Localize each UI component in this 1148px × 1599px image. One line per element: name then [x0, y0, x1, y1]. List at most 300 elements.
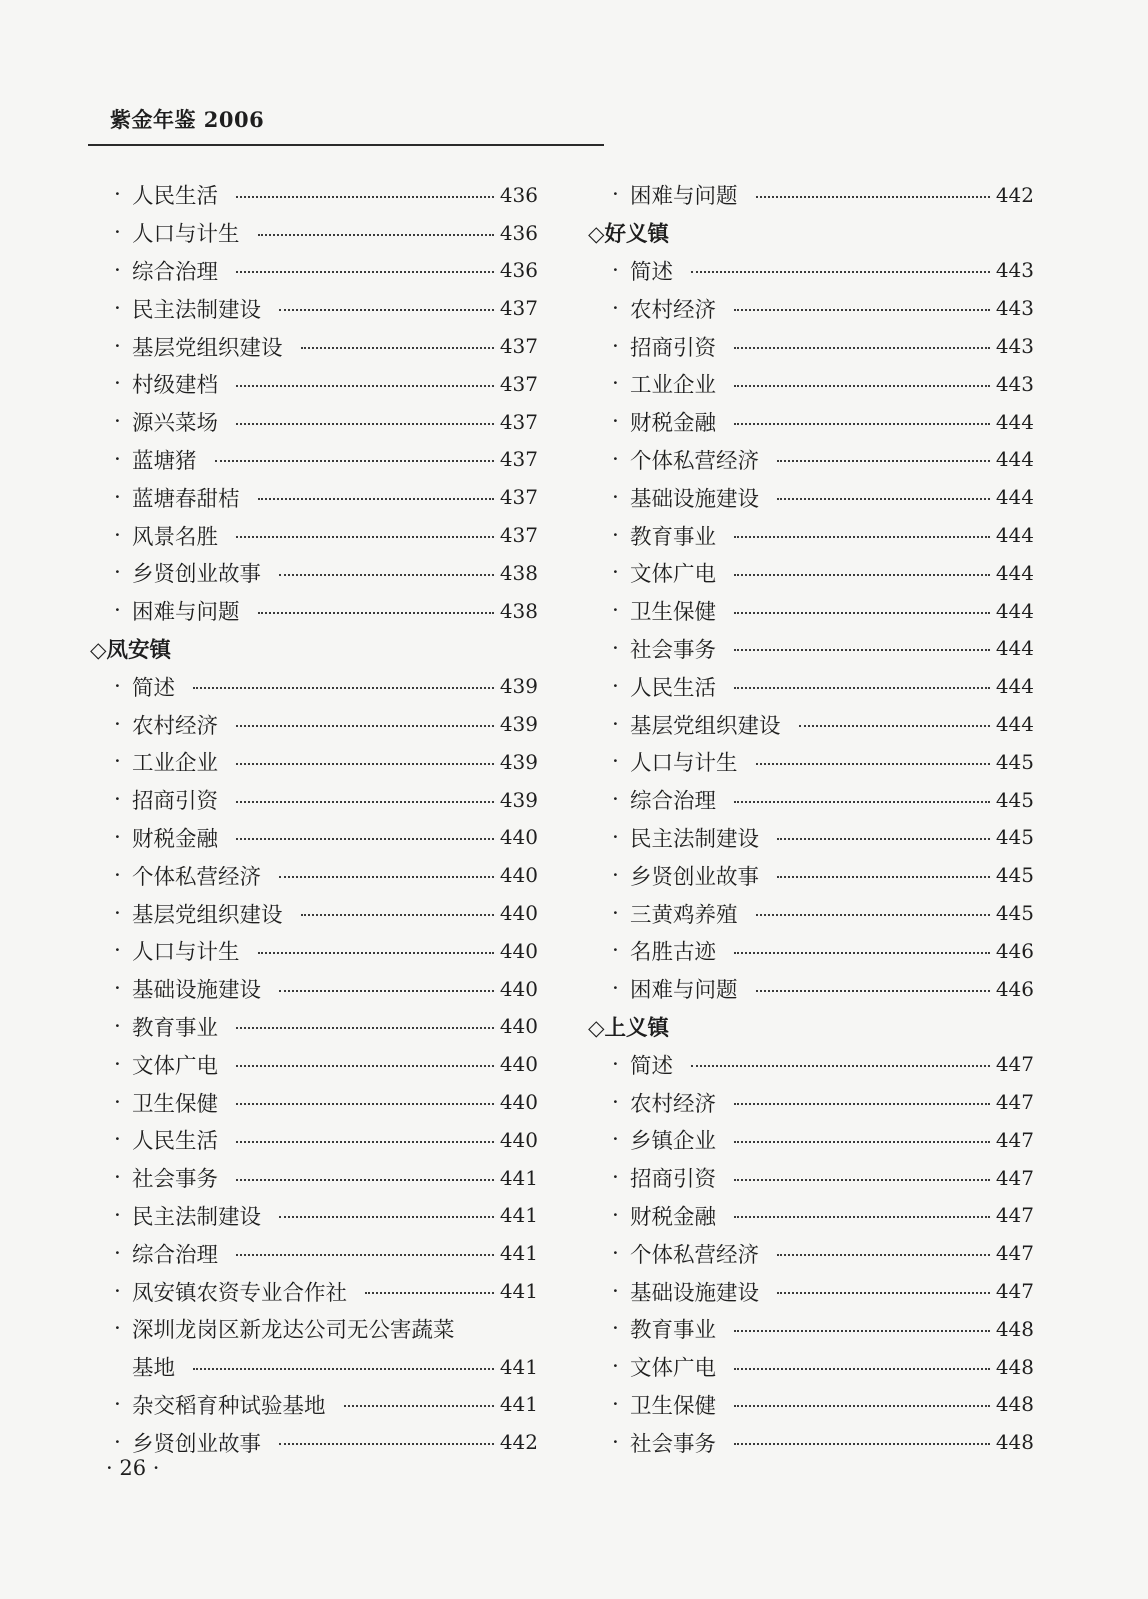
entry-title: 深圳龙岗区新龙达公司无公害蔬菜 — [132, 1318, 455, 1344]
toc-entry[interactable] — [90, 252, 538, 290]
toc-entry[interactable] — [588, 819, 1034, 857]
dot-leader — [734, 1103, 990, 1105]
toc-entry[interactable] — [90, 365, 538, 403]
bullet-dot: · — [114, 598, 121, 624]
bullet-dot: · — [114, 787, 121, 813]
entry-title: 蓝塘春甜桔 — [132, 486, 240, 512]
toc-entry[interactable] — [588, 1423, 1034, 1461]
dot-leader — [279, 309, 494, 311]
entry-page-number: 448 — [995, 1354, 1034, 1379]
toc-entry[interactable] — [588, 176, 1034, 214]
dot-leader — [236, 801, 494, 803]
bullet-dot: · — [114, 1165, 121, 1191]
entry-page-number: 437 — [499, 334, 538, 359]
dot-leader — [301, 347, 494, 349]
bullet-dot: · — [612, 787, 619, 813]
toc-entry[interactable] — [90, 1083, 538, 1121]
bullet-dot: · — [114, 257, 121, 283]
bullet-dot: · — [612, 446, 619, 472]
entry-title: 困难与问题 — [630, 184, 738, 210]
toc-entry[interactable] — [90, 1045, 538, 1083]
entry-title: 农村经济 — [630, 297, 717, 323]
dot-leader — [777, 1292, 990, 1294]
entry-page-number: 446 — [995, 976, 1034, 1001]
dot-leader — [734, 687, 990, 689]
entry-page-number: 437 — [499, 409, 538, 434]
bullet-dot: · — [114, 900, 121, 926]
toc-entry[interactable] — [90, 1272, 538, 1310]
bullet-dot: · — [114, 1202, 121, 1228]
toc-entry[interactable] — [588, 516, 1034, 554]
toc-entry[interactable] — [90, 441, 538, 479]
toc-entry[interactable] — [90, 819, 538, 857]
bullet-dot: · — [612, 333, 619, 359]
bullet-dot: · — [612, 522, 619, 548]
toc-entry[interactable] — [90, 214, 538, 252]
bullet-dot: · — [114, 1089, 121, 1115]
entry-page-number: 441 — [499, 1241, 538, 1266]
entry-title: 基层党组织建设 — [132, 902, 283, 928]
toc-entry[interactable] — [588, 1045, 1034, 1083]
toc-entry[interactable] — [90, 667, 538, 705]
bullet-dot: · — [114, 1013, 121, 1039]
entry-title: 社会事务 — [132, 1167, 219, 1193]
bullet-dot: · — [114, 446, 121, 472]
toc-entry[interactable] — [588, 592, 1034, 630]
toc-entry[interactable] — [588, 1159, 1034, 1197]
toc-entry[interactable] — [588, 1121, 1034, 1159]
toc-entry[interactable] — [588, 252, 1034, 290]
entry-title: 教育事业 — [630, 1318, 717, 1344]
entry-page-number: 445 — [995, 825, 1034, 850]
entry-page-number: 446 — [995, 938, 1034, 963]
bullet-dot: · — [114, 824, 121, 850]
toc-entry[interactable] — [90, 478, 538, 516]
entry-page-number: 439 — [499, 749, 538, 774]
dot-leader — [777, 460, 990, 462]
dot-leader — [236, 763, 494, 765]
toc-entry[interactable] — [90, 327, 538, 365]
entry-title: 财税金融 — [630, 1204, 717, 1230]
entry-title: 人民生活 — [630, 675, 717, 701]
toc-entry[interactable] — [588, 1348, 1034, 1386]
bullet-dot: · — [114, 1391, 121, 1417]
dot-leader — [777, 876, 990, 878]
entry-page-number: 437 — [499, 371, 538, 396]
toc-entry[interactable] — [90, 781, 538, 819]
entry-title: 个体私营经济 — [630, 1242, 760, 1268]
dot-leader — [236, 536, 494, 538]
toc-entry[interactable] — [588, 1310, 1034, 1348]
entry-page-number: 445 — [995, 787, 1034, 812]
dot-leader — [756, 196, 990, 198]
toc-entry[interactable] — [588, 289, 1034, 327]
bullet-dot: · — [612, 1089, 619, 1115]
entry-page-number: 441 — [499, 1165, 538, 1190]
entry-title: 综合治理 — [132, 259, 219, 285]
entry-page-number: 440 — [499, 863, 538, 888]
toc-entry[interactable] — [588, 781, 1034, 819]
toc-entry[interactable] — [90, 1310, 538, 1348]
dot-leader — [756, 990, 990, 992]
entry-page-number: 440 — [499, 1127, 538, 1152]
bullet-dot: · — [612, 1240, 619, 1266]
entry-title: 财税金融 — [630, 411, 717, 437]
dot-leader — [734, 801, 990, 803]
toc-entry[interactable] — [588, 856, 1034, 894]
entry-title: 文体广电 — [132, 1053, 219, 1079]
bullet-dot: · — [612, 900, 619, 926]
toc-entry[interactable] — [588, 970, 1034, 1008]
entry-title: 教育事业 — [630, 524, 717, 550]
bullet-dot: · — [612, 1316, 619, 1342]
entry-page-number: 448 — [995, 1316, 1034, 1341]
entry-page-number: 443 — [995, 258, 1034, 283]
dot-leader — [236, 423, 494, 425]
entry-title: 工业企业 — [132, 751, 219, 777]
bullet-dot: · — [612, 484, 619, 510]
dot-leader — [365, 1292, 494, 1294]
dot-leader — [236, 1141, 494, 1143]
dot-leader — [236, 271, 494, 273]
toc-entry[interactable] — [90, 1159, 538, 1197]
entry-page-number: 444 — [995, 712, 1034, 737]
entry-page-number: 438 — [499, 560, 538, 585]
toc-entry[interactable] — [588, 403, 1034, 441]
dot-leader — [777, 838, 990, 840]
bullet-dot: · — [114, 1240, 121, 1266]
entry-title: 综合治理 — [132, 1242, 219, 1268]
dot-leader — [734, 423, 990, 425]
bullet-dot: · — [612, 598, 619, 624]
bullet-dot: · — [114, 522, 121, 548]
bullet-dot: · — [114, 1316, 121, 1342]
bullet-dot: · — [114, 1051, 121, 1077]
dot-leader — [301, 914, 494, 916]
entry-page-number: 440 — [499, 1052, 538, 1077]
bullet-dot: · — [114, 976, 121, 1002]
toc-entry[interactable] — [90, 176, 538, 214]
dot-leader — [344, 1405, 494, 1407]
dot-leader — [258, 234, 494, 236]
entry-page-number: 447 — [995, 1127, 1034, 1152]
entry-title: 困难与问题 — [630, 978, 738, 1004]
entry-title: 农村经济 — [132, 713, 219, 739]
entry-page-number: 447 — [995, 1203, 1034, 1228]
dot-leader — [236, 1179, 494, 1181]
entry-page-number: 436 — [499, 182, 538, 207]
bullet-dot: · — [612, 938, 619, 964]
bullet-dot: · — [612, 1429, 619, 1455]
toc-entry[interactable] — [588, 1386, 1034, 1424]
toc-entry[interactable] — [588, 441, 1034, 479]
dot-leader — [734, 1141, 990, 1143]
bullet-dot: · — [612, 976, 619, 1002]
entry-page-number: 436 — [499, 220, 538, 245]
toc-entry[interactable] — [588, 667, 1034, 705]
entry-page-number: 444 — [995, 409, 1034, 434]
entry-title: 基地 — [132, 1356, 176, 1382]
dot-leader — [777, 498, 990, 500]
toc-entry[interactable] — [90, 592, 538, 630]
entry-title: 乡贤创业故事 — [630, 864, 760, 890]
entry-page-number: 447 — [995, 1241, 1034, 1266]
entry-title: 社会事务 — [630, 1431, 717, 1457]
entry-page-number: 441 — [499, 1279, 538, 1303]
entry-page-number: 445 — [995, 901, 1034, 926]
section-title: ◇上义镇 — [588, 1015, 670, 1041]
toc-entry[interactable] — [90, 856, 538, 894]
toc-entry[interactable] — [588, 554, 1034, 592]
entry-title: 凤安镇农资专业合作社 — [132, 1280, 348, 1306]
dot-leader — [799, 725, 990, 727]
bullet-dot: · — [612, 862, 619, 888]
dot-leader — [236, 725, 494, 727]
entry-page-number: 445 — [995, 749, 1034, 774]
entry-page-number: 444 — [995, 485, 1034, 510]
toc-entry[interactable] — [588, 1083, 1034, 1121]
entry-title: 人口与计生 — [132, 222, 240, 248]
entry-page-number: 448 — [995, 1392, 1034, 1417]
toc-entry[interactable] — [90, 1348, 538, 1386]
dot-leader — [236, 1254, 494, 1256]
dot-leader — [691, 271, 990, 273]
entry-title: 基层党组织建设 — [132, 335, 283, 361]
running-header: 紫金年鉴 2006 — [110, 107, 265, 132]
dot-leader — [734, 574, 990, 576]
bullet-dot: · — [114, 1278, 121, 1304]
dot-leader — [734, 612, 990, 614]
entry-title: 基础设施建设 — [132, 978, 262, 1004]
dot-leader — [756, 763, 990, 765]
entry-page-number: 439 — [499, 787, 538, 812]
dot-leader — [236, 385, 494, 387]
bullet-dot: · — [612, 711, 619, 737]
toc-entry[interactable] — [90, 705, 538, 743]
entry-page-number: 440 — [499, 825, 538, 850]
bullet-dot: · — [612, 1165, 619, 1191]
entry-page-number: 437 — [499, 447, 538, 472]
toc-entry[interactable] — [90, 970, 538, 1008]
entry-title: 基层党组织建设 — [630, 713, 781, 739]
entry-page-number: 444 — [995, 598, 1034, 623]
toc-entry[interactable] — [588, 1272, 1034, 1310]
entry-title: 基础设施建设 — [630, 1280, 760, 1306]
dot-leader — [734, 385, 990, 387]
entry-title: 文体广电 — [630, 562, 717, 588]
entry-title: 乡贤创业故事 — [132, 562, 262, 588]
toc-entry[interactable] — [90, 1234, 538, 1272]
toc-entry[interactable] — [588, 932, 1034, 970]
entry-page-number: 441 — [499, 1392, 538, 1417]
bullet-dot: · — [612, 409, 619, 435]
dot-leader — [193, 687, 494, 689]
bullet-dot: · — [612, 560, 619, 586]
entry-title: 社会事务 — [630, 637, 717, 663]
entry-page-number: 447 — [995, 1165, 1034, 1190]
entry-title: 个体私营经济 — [630, 448, 760, 474]
entry-page-number: 439 — [499, 712, 538, 737]
entry-page-number: 437 — [499, 296, 538, 321]
entry-title: 杂交稻育种试验基地 — [132, 1393, 326, 1419]
entry-page-number: 443 — [995, 296, 1034, 321]
toc-entry[interactable] — [588, 743, 1034, 781]
bullet-dot: · — [114, 1127, 121, 1153]
bullet-dot: · — [612, 1051, 619, 1077]
dot-leader — [258, 498, 494, 500]
entry-title: 财税金融 — [132, 826, 219, 852]
entry-title: 卫生保健 — [132, 1091, 219, 1117]
entry-title: 招商引资 — [630, 335, 717, 361]
dot-leader — [279, 1443, 494, 1445]
toc-entry[interactable] — [588, 705, 1034, 743]
entry-title: 简述 — [630, 259, 674, 285]
bullet-dot: · — [612, 257, 619, 283]
dot-leader — [734, 347, 990, 349]
entry-page-number: 437 — [499, 485, 538, 510]
entry-title: 蓝塘猪 — [132, 448, 197, 474]
dot-leader — [236, 1065, 494, 1067]
entry-title: 乡贤创业故事 — [132, 1431, 262, 1457]
entry-title: 人民生活 — [132, 1129, 219, 1155]
entry-title: 乡镇企业 — [630, 1129, 717, 1155]
entry-title: 卫生保健 — [630, 600, 717, 626]
toc-entry[interactable] — [588, 365, 1034, 403]
entry-page-number: 445 — [995, 863, 1034, 888]
toc-entry[interactable] — [90, 894, 538, 932]
toc-entry[interactable] — [90, 403, 538, 441]
toc-entry[interactable] — [90, 1197, 538, 1235]
dot-leader — [734, 536, 990, 538]
page-number: · 26 · — [106, 1456, 160, 1480]
entry-title: 个体私营经济 — [132, 864, 262, 890]
bullet-dot: · — [612, 1278, 619, 1304]
entry-page-number: 448 — [995, 1430, 1034, 1455]
dot-leader — [279, 990, 494, 992]
toc-entry[interactable] — [588, 630, 1034, 668]
toc-section-heading — [90, 630, 538, 668]
entry-title: 卫生保健 — [630, 1393, 717, 1419]
bullet-dot: · — [114, 938, 121, 964]
toc-entry[interactable] — [90, 1386, 538, 1424]
entry-page-number: 437 — [499, 523, 538, 548]
entry-page-number: 438 — [499, 598, 538, 623]
toc-section-heading — [588, 214, 1034, 252]
entry-title: 农村经济 — [630, 1091, 717, 1117]
dot-leader — [777, 1254, 990, 1256]
bullet-dot: · — [114, 295, 121, 321]
dot-leader — [734, 309, 990, 311]
toc-left-column — [90, 176, 538, 1461]
entry-page-number: 440 — [499, 976, 538, 1001]
bullet-dot: · — [114, 673, 121, 699]
dot-leader — [279, 1216, 494, 1218]
dot-leader — [734, 1368, 990, 1370]
entry-title: 教育事业 — [132, 1015, 219, 1041]
entry-page-number: 444 — [995, 560, 1034, 585]
bullet-dot: · — [114, 409, 121, 435]
section-title: ◇好义镇 — [588, 222, 670, 248]
dot-leader — [236, 1027, 494, 1029]
entry-title: 民主法制建设 — [132, 1204, 262, 1230]
toc-entry[interactable] — [90, 289, 538, 327]
header-rule — [88, 144, 604, 146]
toc-entry[interactable] — [90, 932, 538, 970]
dot-leader — [279, 876, 494, 878]
bullet-dot: · — [612, 1354, 619, 1380]
entry-page-number: 447 — [995, 1279, 1034, 1303]
bullet-dot: · — [114, 333, 121, 359]
toc-entry[interactable] — [588, 1197, 1034, 1235]
entry-page-number: 440 — [499, 938, 538, 963]
dot-leader — [734, 1216, 990, 1218]
entry-page-number: 447 — [995, 1052, 1034, 1077]
section-title: ◇凤安镇 — [90, 637, 172, 663]
dot-leader — [193, 1368, 494, 1370]
entry-page-number: 441 — [499, 1203, 538, 1228]
bullet-dot: · — [114, 560, 121, 586]
toc-entry[interactable] — [90, 1121, 538, 1159]
dot-leader — [236, 838, 494, 840]
dot-leader — [258, 612, 494, 614]
toc-entry[interactable] — [588, 894, 1034, 932]
entry-page-number: 441 — [499, 1354, 538, 1379]
dot-leader — [734, 1443, 990, 1445]
bullet-dot: · — [612, 673, 619, 699]
entry-title: 人口与计生 — [630, 751, 738, 777]
toc-entry[interactable] — [90, 516, 538, 554]
entry-page-number: 447 — [995, 1090, 1034, 1115]
entry-page-number: 440 — [499, 1014, 538, 1039]
bullet-dot: · — [612, 824, 619, 850]
bullet-dot: · — [114, 220, 121, 246]
toc-entry[interactable] — [90, 554, 538, 592]
entry-title: 综合治理 — [630, 789, 717, 815]
entry-page-number: 442 — [995, 182, 1034, 207]
entry-title: 简述 — [630, 1053, 674, 1079]
bullet-dot: · — [612, 1391, 619, 1417]
entry-title: 民主法制建设 — [132, 297, 262, 323]
entry-page-number: 443 — [995, 334, 1034, 359]
entry-title: 简述 — [132, 675, 176, 701]
toc-entry[interactable] — [588, 327, 1034, 365]
toc-entry[interactable] — [588, 1234, 1034, 1272]
entry-title: 三黄鸡养殖 — [630, 902, 738, 928]
entry-title: 文体广电 — [630, 1356, 717, 1382]
dot-leader — [734, 649, 990, 651]
entry-page-number: 439 — [499, 674, 538, 699]
entry-page-number: 442 — [499, 1430, 538, 1455]
dot-leader — [215, 460, 494, 462]
bullet-dot: · — [114, 1429, 121, 1455]
toc-entry[interactable] — [90, 743, 538, 781]
dot-leader — [734, 1330, 990, 1332]
bullet-dot: · — [612, 749, 619, 775]
bullet-dot: · — [114, 862, 121, 888]
bullet-dot: · — [612, 635, 619, 661]
dot-leader — [734, 952, 990, 954]
dot-leader — [734, 1405, 990, 1407]
toc-section-heading — [588, 1008, 1034, 1046]
entry-title: 招商引资 — [132, 789, 219, 815]
bullet-dot: · — [114, 749, 121, 775]
bullet-dot: · — [612, 1202, 619, 1228]
dot-leader — [236, 196, 494, 198]
toc-entry[interactable] — [90, 1008, 538, 1046]
entry-title: 困难与问题 — [132, 600, 240, 626]
entry-title: 工业企业 — [630, 373, 717, 399]
toc-entry[interactable] — [588, 478, 1034, 516]
